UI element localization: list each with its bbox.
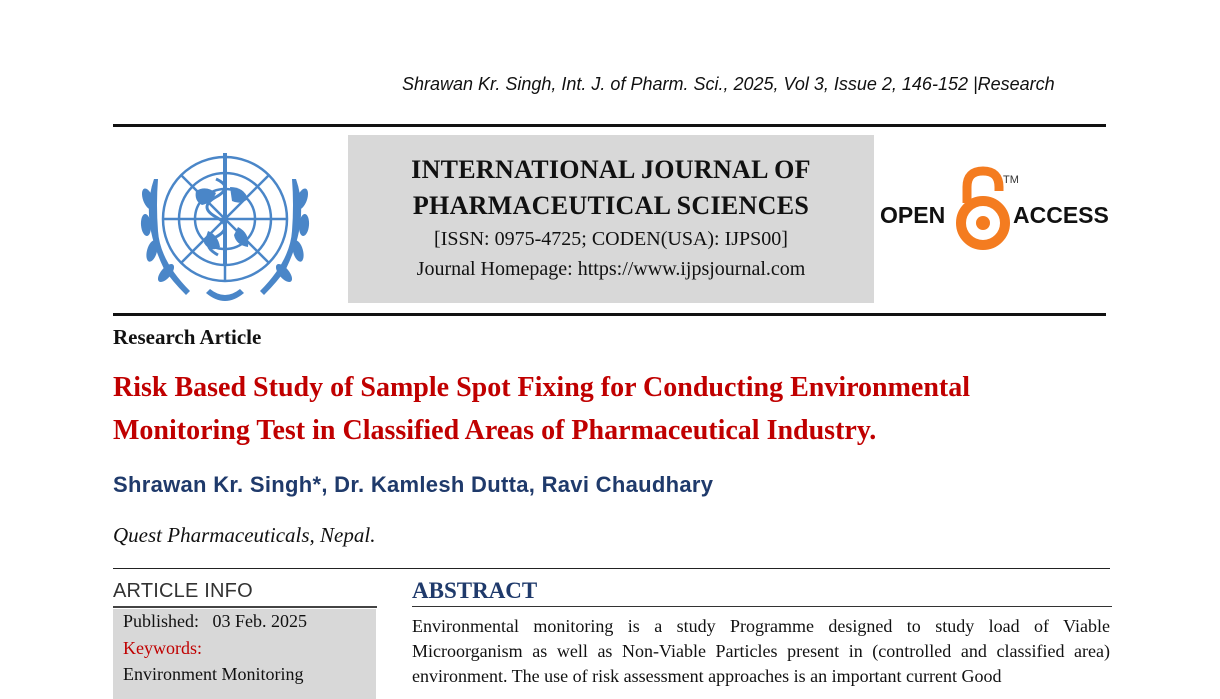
article-info-box	[113, 609, 376, 699]
article-title-line1: Risk Based Study of Sample Spot Fixing for Conducting Environmental	[113, 372, 971, 403]
journal-emblem-logo	[126, 139, 324, 307]
journal-issn: [ISSN: 0975-4725; CODEN(USA): IJPS00]	[434, 228, 788, 250]
journal-info-box	[348, 135, 874, 303]
padlock-icon	[961, 171, 1005, 245]
section-divider	[113, 568, 1110, 569]
journal-name-line2: PHARMACEUTICAL SCIENCES	[412, 191, 810, 220]
journal-name	[348, 152, 874, 224]
running-header: Shrawan Kr. Singh, Int. J. of Pharm. Sci., 2025, Vol 3, Issue 2, 146-152 |Research	[402, 74, 1055, 94]
article-title-line2: Monitoring Test in Classified Areas of Pharmaceutical Industry.	[113, 415, 877, 446]
article-type: Research Article	[113, 325, 262, 349]
keywords-label: Keywords:	[123, 638, 202, 658]
article-info-heading: ARTICLE INFO	[113, 580, 253, 602]
abstract-rule	[412, 606, 1112, 607]
article-authors: Shrawan Kr. Singh*, Dr. Kamlesh Dutta, Ravi Chaudhary	[113, 472, 714, 497]
published-line	[123, 611, 307, 632]
open-access-left-text: OPEN	[880, 202, 946, 228]
keyword-item: Environment Monitoring	[123, 664, 304, 684]
published-date: 03 Feb. 2025	[212, 611, 308, 631]
article-title	[113, 366, 1113, 452]
abstract-heading: ABSTRACT	[412, 578, 538, 603]
open-access-right-text: ACCESS	[1013, 202, 1108, 228]
open-access-logo	[878, 165, 1108, 255]
abstract-text: Environmental monitoring is a study Programme designed to study load of Viable Microorganism as well as Non-Viable Particles present in (controlled and classified area) environment. The use of risk assessment approaches is an important current Good	[412, 616, 1110, 686]
article-affiliation: Quest Pharmaceuticals, Nepal.	[113, 523, 376, 547]
article-info-rule	[113, 606, 377, 608]
trademark-text: TM	[1003, 174, 1019, 186]
published-label: Published:	[123, 611, 200, 631]
header-rule-bottom	[113, 313, 1106, 316]
journal-homepage[interactable]: Journal Homepage: https://www.ijpsjournal.com	[416, 258, 806, 280]
header-rule-top	[113, 124, 1106, 127]
journal-name-line1: INTERNATIONAL JOURNAL OF	[411, 155, 811, 184]
